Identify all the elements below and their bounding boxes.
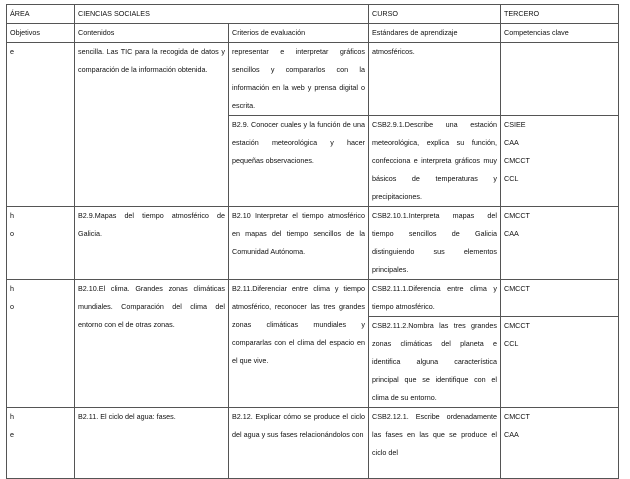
competencia: CAA bbox=[504, 229, 519, 238]
curriculum-table bbox=[6, 4, 619, 479]
objetivo: o bbox=[10, 229, 14, 238]
objetivo: h bbox=[10, 211, 14, 220]
estandar-cell: CSB2.10.1.Interpreta mapas del tiempo sencillos de Galicia distinguiendo sus elementos principales. bbox=[369, 207, 501, 280]
contenidos-cell: B2.9.Mapas del tiempo atmosférico de Galicia. bbox=[75, 207, 229, 280]
objetivos-cell bbox=[7, 280, 75, 408]
estandar-cell: CSB2.12.1. Escribe ordenadamente las fases en las que se produce el ciclo del bbox=[369, 408, 501, 479]
col-estandares: Estándares de aprendizaje bbox=[369, 24, 501, 43]
criterios-cell: B2.12. Explicar cómo se produce el ciclo del agua y sus fases relacionándolos con bbox=[229, 408, 369, 479]
curso-label: CURSO bbox=[369, 5, 501, 24]
col-contenidos: Contenidos bbox=[75, 24, 229, 43]
criterios-cell: B2.10 Interpretar el tiempo atmosférico en mapas del tiempo sencillos de la Comunidad Autónoma. bbox=[229, 207, 369, 280]
competencias-cell bbox=[501, 317, 619, 408]
competencias-cell bbox=[501, 43, 619, 116]
estandar-cell: CSB2.11.1.Diferencia entre clima y tiempo atmosférico. bbox=[369, 280, 501, 317]
competencias-cell bbox=[501, 116, 619, 207]
competencia: CMCCT bbox=[504, 412, 530, 421]
competencia: CCL bbox=[504, 339, 519, 348]
curso-value: TERCERO bbox=[501, 5, 619, 24]
competencia: CMCCT bbox=[504, 321, 530, 330]
curriculum-page bbox=[6, 4, 618, 457]
estandar-cell: CSB2.9.1.Describe una estación meteorológica, explica su función, confecciona e interpreta gráficos muy básicos de temperaturas y precipitaciones. bbox=[369, 116, 501, 207]
table-row bbox=[7, 207, 619, 280]
competencia: CAA bbox=[504, 430, 519, 439]
area-value: CIENCIAS SOCIALES bbox=[75, 5, 369, 24]
competencias-cell bbox=[501, 207, 619, 280]
objetivo: e bbox=[10, 47, 14, 56]
table-row bbox=[7, 408, 619, 479]
estandar-cell: CSB2.11.2.Nombra las tres grandes zonas climáticas del planeta e identifica alguna característica principal que se identifique con el clima de su entorno. bbox=[369, 317, 501, 408]
competencias-cell bbox=[501, 280, 619, 317]
col-objetivos: Objetivos bbox=[7, 24, 75, 43]
competencia: CCL bbox=[504, 174, 519, 183]
criterios-cell: B2.11.Diferenciar entre clima y tiempo atmosférico, reconocer las tres grandes zonas climáticas mundiales y compararlas con el clima del espacio en el que vive. bbox=[229, 280, 369, 408]
criterios-cell: representar e interpretar gráficos sencillos y compararlos con la información en la web y prensa digital o escrita. bbox=[229, 43, 369, 116]
competencia: CMCCT bbox=[504, 211, 530, 220]
competencia: CSIEE bbox=[504, 120, 526, 129]
objetivos-cell bbox=[7, 43, 75, 207]
column-header-row bbox=[7, 24, 619, 43]
competencia: CMCCT bbox=[504, 284, 530, 293]
area-label: ÁREA bbox=[7, 5, 75, 24]
contenidos-cell: sencilla. Las TIC para la recogida de datos y comparación de la información obtenida. bbox=[75, 43, 229, 207]
contenidos-cell: B2.10.El clima. Grandes zonas climáticas mundiales. Comparación del clima del entorno con el de otras zonas. bbox=[75, 280, 229, 408]
table-row bbox=[7, 43, 619, 116]
estandar-cell: atmosféricos. bbox=[369, 43, 501, 116]
competencia: CAA bbox=[504, 138, 519, 147]
objetivo: h bbox=[10, 412, 14, 421]
objetivo: h bbox=[10, 284, 14, 293]
col-criterios: Criterios de evaluación bbox=[229, 24, 369, 43]
col-competencias: Competencias clave bbox=[501, 24, 619, 43]
contenidos-cell: B2.11. El ciclo del agua: fases. bbox=[75, 408, 229, 479]
objetivo: e bbox=[10, 430, 14, 439]
objetivos-cell bbox=[7, 408, 75, 479]
competencia: CMCCT bbox=[504, 156, 530, 165]
criterios-cell: B2.9. Conocer cuales y la función de una estación meteorológica y hacer pequeñas observaciones. bbox=[229, 116, 369, 207]
objetivos-cell bbox=[7, 207, 75, 280]
table-row bbox=[7, 280, 619, 317]
competencias-cell bbox=[501, 408, 619, 479]
header-row bbox=[7, 5, 619, 24]
objetivo: o bbox=[10, 302, 14, 311]
